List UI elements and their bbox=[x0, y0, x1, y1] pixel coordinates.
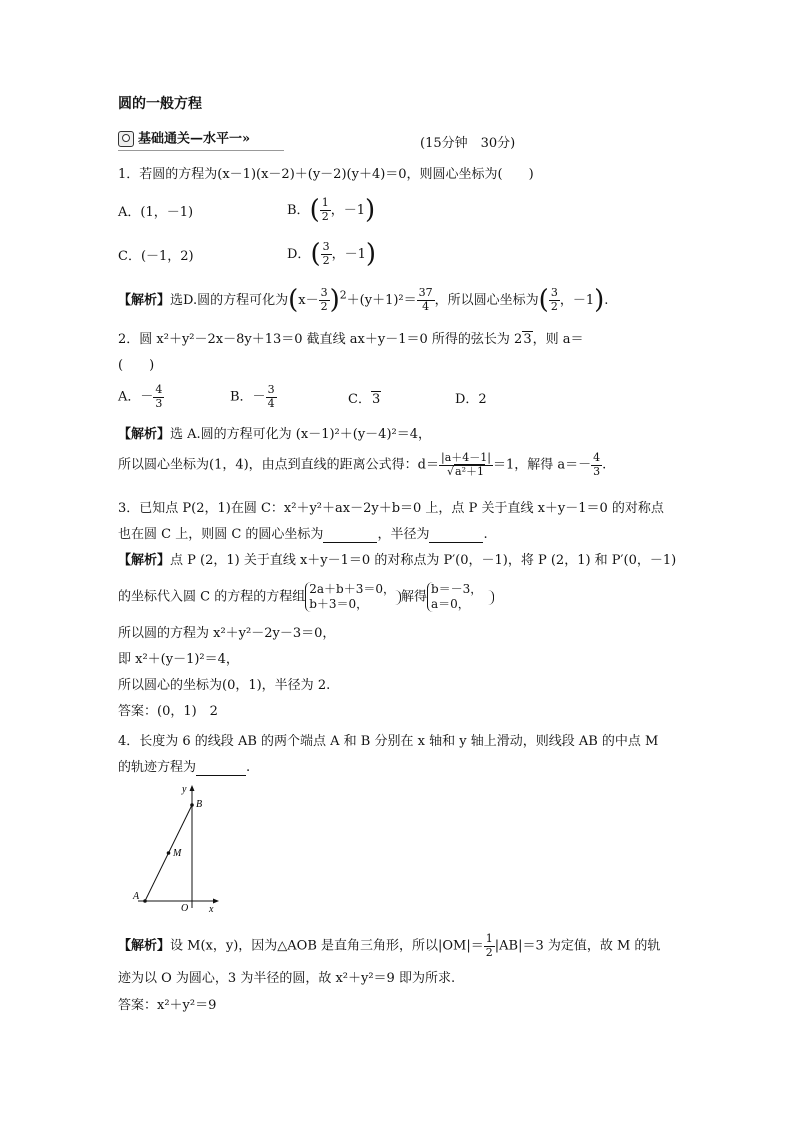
q4-figure bbox=[124, 782, 234, 917]
section-banner bbox=[118, 131, 250, 147]
point-a bbox=[143, 899, 147, 903]
label-b: B bbox=[196, 799, 203, 810]
label-y: y bbox=[182, 784, 187, 795]
q4-answer: 答案：x²＋y²＝9 bbox=[118, 998, 217, 1013]
q1-option-b: B．( $\frac{1}{2}$ ，－1) bbox=[287, 195, 376, 225]
q3-answer: 答案：(0，1) 2 bbox=[118, 704, 218, 719]
section-meta: (15分钟 30分) bbox=[420, 136, 516, 151]
label-x: x bbox=[209, 904, 214, 915]
lightbulb-icon bbox=[118, 131, 134, 147]
q1-option-c: C．(－1，2) bbox=[118, 249, 194, 264]
y-axis-arrow bbox=[190, 785, 195, 791]
q2-option-b: B．－ $\frac{3}{4}$ bbox=[230, 383, 275, 410]
q3-analysis-1: 【解析】点 P (2，1) 关于直线 x＋y－1＝0 的对称点为 P′(0，－1)，将 P (2，1) 和 P′(0，－1) bbox=[118, 553, 677, 568]
q2-option-c: C．3 bbox=[348, 392, 381, 407]
q4-analysis-2: 迹为以 O 为圆心，3 为半径的圆，故 x²＋y²＝9 即为所求. bbox=[118, 971, 456, 986]
q1-option-d: D．( $\frac{3}{2}$ ，－1) bbox=[287, 239, 377, 269]
label-o: O bbox=[181, 903, 189, 914]
label-m: M bbox=[173, 848, 182, 859]
q3-analysis-4: 即 x²＋(y－1)²＝4， bbox=[118, 652, 239, 667]
q3-analysis-3: 所以圆的方程为 x²＋y²－2y－3＝0， bbox=[118, 626, 336, 641]
q2-analysis-2: 所以圆心坐标为(1，4)，由点到直线的距离公式得：d＝ $\frac{|a+4-1|}{\text{√a²＋1}}$ ＝1，解得 a＝－ $\frac{4}{3}$ . bbox=[118, 451, 607, 478]
q4-stem-2: 的轨迹方程为 . bbox=[118, 760, 251, 775]
q2-option-d: D．2 bbox=[455, 392, 487, 407]
q4-stem-1: 4．长度为 6 的线段 AB 的两个端点 A 和 B 分别在 x 轴和 y 轴上滑动，则线段 AB 的中点 M bbox=[118, 734, 659, 749]
q1-stem: 1．若圆的方程为(x－1)(x－2)＋(y－2)(y＋4)＝0，则圆心坐标为( ) bbox=[118, 167, 534, 182]
q2-analysis-1: 【解析】选 A.圆的方程可化为 (x－1)²＋(y－4)²＝4， bbox=[118, 427, 431, 442]
q3-analysis-2: 的坐标代入圆 C 的方程的方程组 2a＋b＋3＝0， b＋3＝0， 解得 b＝－3， a＝0， bbox=[118, 582, 494, 612]
section-divider bbox=[118, 150, 284, 151]
q3-analysis-5: 所以圆心的坐标为(0，1)，半径为 2. bbox=[118, 678, 331, 693]
section-label: 基础通关—水平一 bbox=[138, 131, 243, 147]
double-arrow-icon: » bbox=[242, 131, 251, 147]
q1-option-a: A．(1，－1) bbox=[118, 205, 194, 220]
q4-analysis-1: 【解析】设 M(x，y)，因为△AOB 是直角三角形，所以|OM|＝ $\frac{1}{2}$ |AB|＝3 为定值，故 M 的轨 bbox=[118, 932, 661, 959]
x-axis-arrow bbox=[213, 899, 219, 904]
page-title: 圆的一般方程 bbox=[118, 96, 202, 112]
point-m bbox=[167, 851, 171, 855]
q3-stem-1: 3．已知点 P(2，1)在圆 C：x²＋y²＋ax－2y＋b＝0 上，点 P 关于直线 x＋y－1＝0 的对称点 bbox=[118, 501, 664, 516]
q2-option-a: A．－ $\frac{4}{3}$ bbox=[118, 383, 163, 410]
point-b bbox=[190, 803, 194, 807]
q3-stem-2: 也在圆 C 上，则圆 C 的圆心坐标为 ，半径为 . bbox=[118, 527, 488, 542]
q2-stem-paren: ( ) bbox=[118, 358, 155, 373]
q1-analysis: 【解析】选D.圆的方程可化为(x－ $\frac{3}{2}$ )$^2$＋(y＋1)²＝ $\frac{37}{4}$ ，所以圆心坐标为( $\frac{3}{2}$ ，－1). bbox=[118, 285, 609, 315]
q2-stem: 2．圆 x²＋y²－2x－8y＋13＝0 截直线 ax＋y－1＝0 所得的弦长为 23，则 a＝ bbox=[118, 332, 584, 347]
label-a: A bbox=[133, 891, 140, 902]
